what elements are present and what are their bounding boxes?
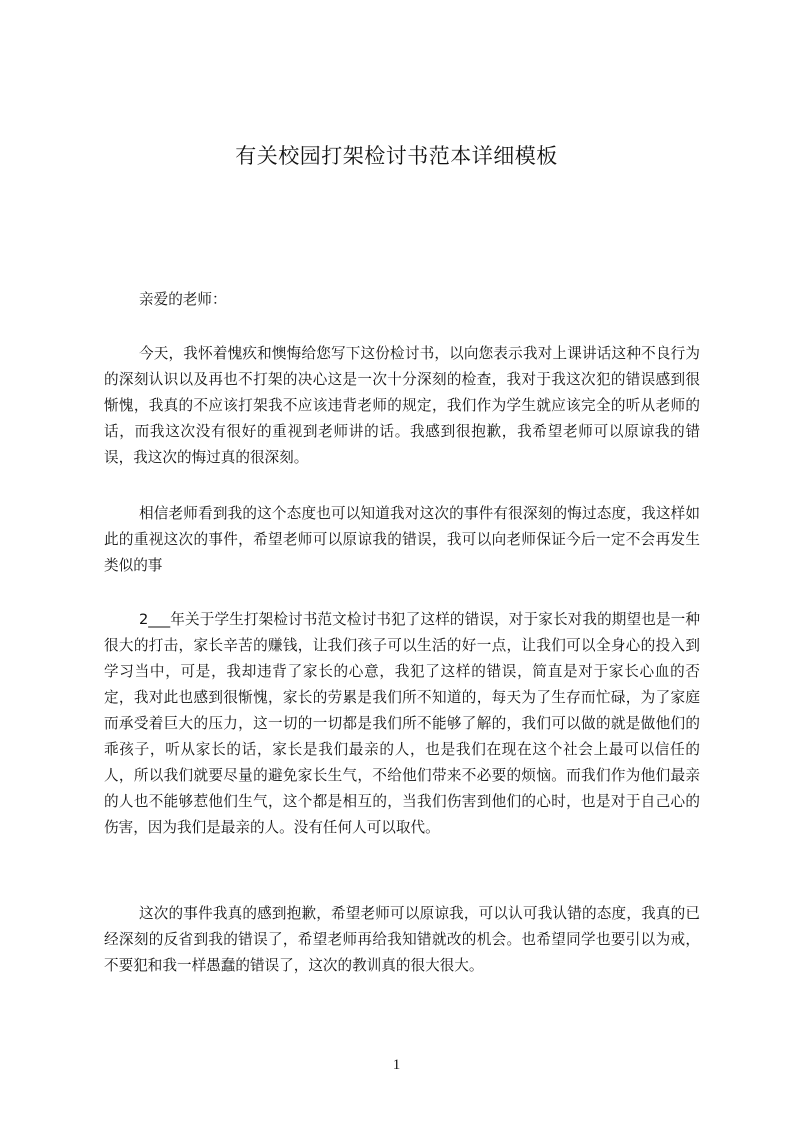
paragraph-4: 这次的事件我真的感到抱歉，希望老师可以原谅我，可以认可我认错的态度，我真的已经深刻的反省到我的错误了，希望老师再给我知错就改的机会。也希望同学也要引以为戒，不要犯和我一样愚蠢的错误了，这次的教训真的很大很大。	[104, 905, 700, 974]
paragraph-3: 2___年关于学生打架检讨书范文检讨书犯了这样的错误，对于家长对我的期望也是一种很大的打击，家长辛苦的赚钱，让我们孩子可以生活的好一点，让我们可以全身心的投入到学习当中，可是，我却违背了家长的心意，我犯了这样的错误，简直是对于家长心血的否定，我对此也感到很惭愧，家长的劳累是我们所不知道的，每天为了生存而忙碌，为了家庭而承受着巨大的压力，这一切的一切都是我们所不能够了解的，我们可以做的就是做他们的乖孩子，听从家长的话，家长是我们最亲的人，也是我们在现在这个社会上最可以信任的人，所以我们就要尽量的避免家长生气，不给他们带来不必要的烦恼。而我们作为他们最亲的人也不能够惹他们生气，这个都是相互的，当我们伤害到他们的心时，也是对于自己心的伤害，因为我们是最亲的人。没有任何人可以取代。	[104, 611, 700, 836]
salutation: 亲爱的老师：	[139, 291, 227, 308]
paragraph-1: 今天，我怀着愧疚和懊悔给您写下这份检讨书，以向您表示我对上课讲话这种不良行为的深刻认识以及再也不打架的决心这是一次十分深刻的检查，我对于我这次犯的错误感到很惭愧，我真的不应该打架我不应该违背老师的规定，我们作为学生就应该完全的听从老师的话，而我这次没有很好的重视到老师讲的话。我感到很抱歉，我希望老师可以原谅我的错误，我这次的悔过真的很深刻。	[104, 345, 700, 466]
document-title: 有关校园打架检讨书范本详细模板	[235, 144, 558, 168]
paragraph-2: 相信老师看到我的这个态度也可以知道我对这次的事件有很深刻的悔过态度，我这样如此的重视这次的事件，希望老师可以原谅我的错误，我可以向老师保证今后一定不会再发生类似的事	[104, 505, 700, 574]
page-number: 1	[392, 1057, 401, 1073]
